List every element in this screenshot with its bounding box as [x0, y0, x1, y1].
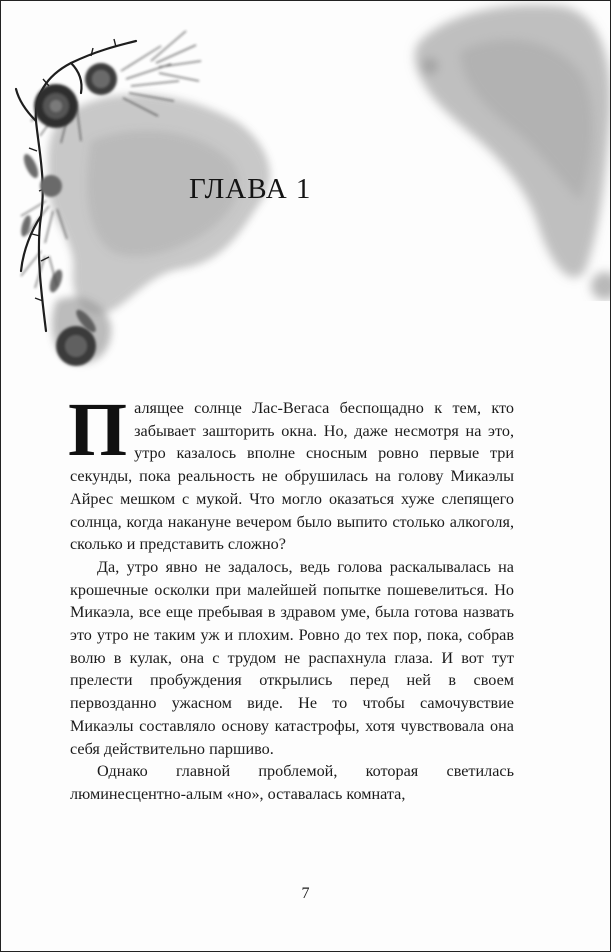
watercolor-stain-illustration [400, 1, 610, 301]
chapter-body-text [68, 388, 514, 806]
paragraph-1-text: алящее солнце Лас-Вегаса беспощадно к тем, кто забывает зашторить окна. Но, даже несмотря на это, утро казалось вполне сносным ровно первые три секунды, пока реальность не обрушилась на голову Микаэлы Айрес мешком с мукой. Что могло оказаться хуже слепящего солнца, когда накануне вечером было выпито столько алкоголя, сколько и представить сложно? [70, 399, 514, 554]
paragraph-1 [68, 388, 514, 556]
paragraph-3: Однако главной проблемой, которая светилась люминесцентно-алым «но», оставалась комната, [70, 762, 514, 803]
page-number: 7 [301, 885, 310, 902]
paragraph-2: Да, утро явно не задалось, ведь голова раскалывалась на крошечные осколки при малейшей попытке пошевелиться. Но Микаэла, все еще пребывая в здравом уме, была готова назвать это утро не таким уж и плохим. Ровно до тех пор, пока, собрав волю в кулак, она с трудом не распахнула глаза. И вот тут прелести пробуждения открылись перед ней в своем первозданно ужасном виде. Не то чтобы самочувствие Микаэлы составляло основу катастрофы, хотя чувствовала она себя действительно паршиво. [70, 557, 514, 758]
chapter-title: ГЛАВА 1 [189, 173, 312, 205]
drop-cap: П [68, 388, 128, 472]
